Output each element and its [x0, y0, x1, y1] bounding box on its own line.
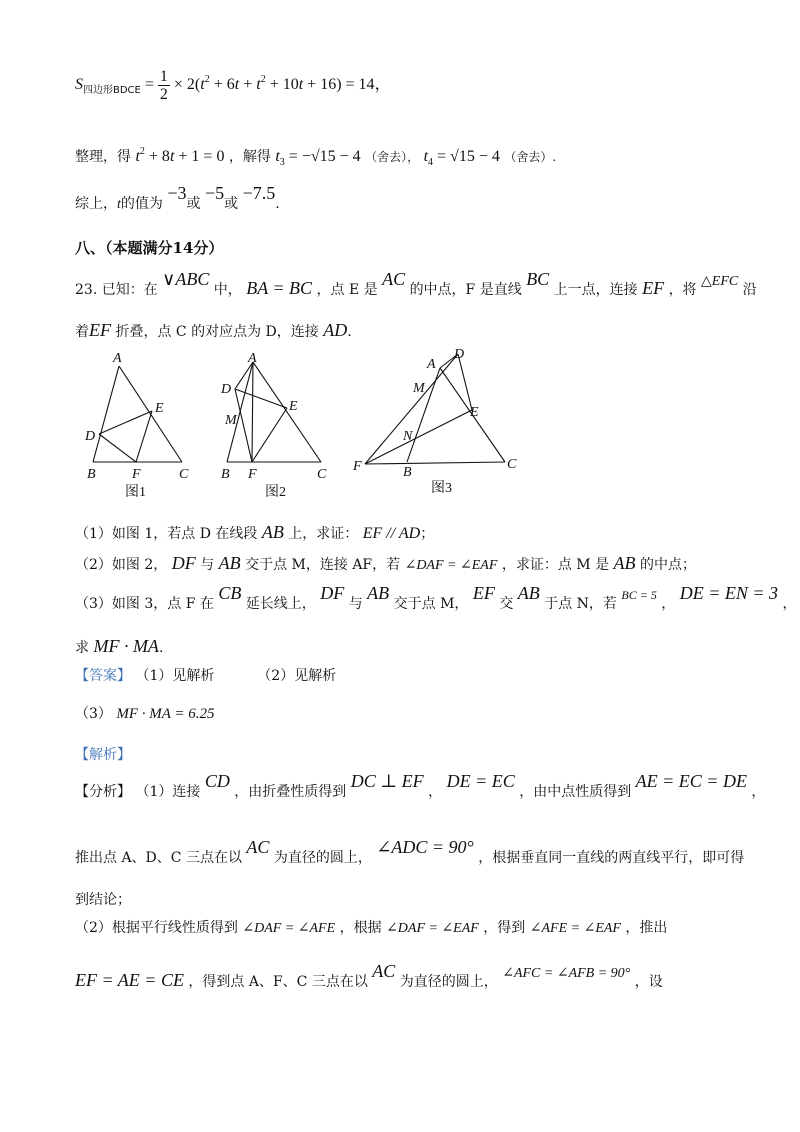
- fig1-label-e: E: [155, 401, 164, 416]
- conclusion-line: 综上，t的值为 −3或 −5或 −7.5.: [75, 183, 280, 212]
- part-3: （3）如图 3，点 F 在 CB 延长线上， DF 与 AB 交于点 M， EF 交 AB 于点 N，若 BC = 5 ， DE = EN = 3 ，: [75, 583, 797, 612]
- analysis-line5: EF = AE = CE ，得到点 A、F、C 三点在以 AC 为直径的圆上， ∠AFC = ∠AFB = 90° ，设: [75, 961, 663, 990]
- area-formula-result: = 14: [345, 76, 375, 94]
- fig2-label-m: M: [225, 413, 237, 428]
- fig1-caption: 图1: [125, 485, 146, 498]
- answer-line: 【答案】 （1）见解析 （2）见解析: [75, 668, 337, 684]
- area-formula-line: $S_{四边形BDCE}$ = $\frac{1}{2}$ × $2(t^2 + 6t + t^2 + 10t + 16) = 14$，: [75, 68, 391, 103]
- part-3-question: 求 MF · MA.: [75, 636, 164, 656]
- fig3-label-d: D: [454, 348, 465, 362]
- fig3-label-e: E: [470, 405, 479, 420]
- fig2-label-a: A: [248, 351, 257, 366]
- analysis-line4: （2）根据平行线性质得到 ∠DAF = ∠AFE ，根据 ∠DAF = ∠EAF ，得到 ∠AFE = ∠EAF ，推出: [75, 920, 668, 936]
- fig1-label-c: C: [179, 467, 189, 482]
- part-2: （2）如图 2， DF 与 AB 交于点 M，连接 AF，若 ∠DAF = ∠EAF ，求证：点 M 是 AB 的中点；: [75, 553, 696, 573]
- analysis-tag: 【解析】: [75, 747, 131, 763]
- fig3-label-b: B: [403, 465, 412, 480]
- fig3-caption: 图3: [431, 481, 452, 496]
- fig3-label-c: C: [507, 457, 517, 472]
- figure-3: [345, 348, 535, 498]
- fig1-label-a: A: [113, 351, 122, 366]
- problem-23-line1: 23. 已知：在 ∨ABC 中， BA = BC ，点 E 是 AC 的中点，F 是直线 BC 上一点，连接 EF ，将 △EFC 沿: [75, 269, 757, 298]
- answer-3: （3） MF · MA = 6.25: [75, 706, 215, 722]
- fig3-label-m: M: [413, 381, 425, 396]
- figure-1: [75, 348, 205, 498]
- answer-tag: 【答案】: [75, 668, 131, 684]
- fig2-label-d: D: [221, 382, 232, 397]
- solve-line: 整理，得 $t^2 + 8t + 1 = 0$ ，解得 $t_3 = -√15 - 4$ （舍去）， $t_4 = √15 - 4$ （舍去）.: [75, 146, 557, 168]
- fraction-one-half: $\frac{1}{2}$: [159, 68, 168, 103]
- problem-23-line2: 着EF 折叠，点 C 的对应点为 D，连接 AD.: [75, 320, 352, 340]
- fig1-label-b: B: [87, 467, 96, 482]
- fig2-label-f: F: [248, 467, 257, 482]
- fig2-label-b: B: [221, 467, 230, 482]
- part-1: （1）如图 1，若点 D 在线段 AB 上，求证： EF // AD；: [75, 522, 435, 542]
- analysis-line1: 【分析】 （1）连接 CD ，由折叠性质得到 DC ⊥ EF ， DE = EC ，由中点性质得到 AE = EC = DE ，: [75, 771, 766, 800]
- fig3-label-n: N: [403, 429, 413, 444]
- analysis-line3: 到结论；: [75, 892, 131, 908]
- figure-2: [215, 348, 345, 498]
- section-title: 八、（本题满分14分）: [75, 239, 224, 257]
- fig3-label-f: F: [353, 459, 362, 474]
- fig2-label-c: C: [317, 467, 327, 482]
- fig2-caption: 图2: [265, 485, 286, 498]
- fig3-label-a: A: [427, 357, 436, 372]
- fig1-label-d: D: [85, 429, 96, 444]
- fig2-label-e: E: [289, 399, 298, 414]
- fig1-label-f: F: [132, 467, 141, 482]
- analysis-line2: 推出点 A、D、C 三点在以 AC 为直径的圆上， ∠ADC = 90° ，根据垂直同一直线的两直线平行，即可得: [75, 837, 745, 866]
